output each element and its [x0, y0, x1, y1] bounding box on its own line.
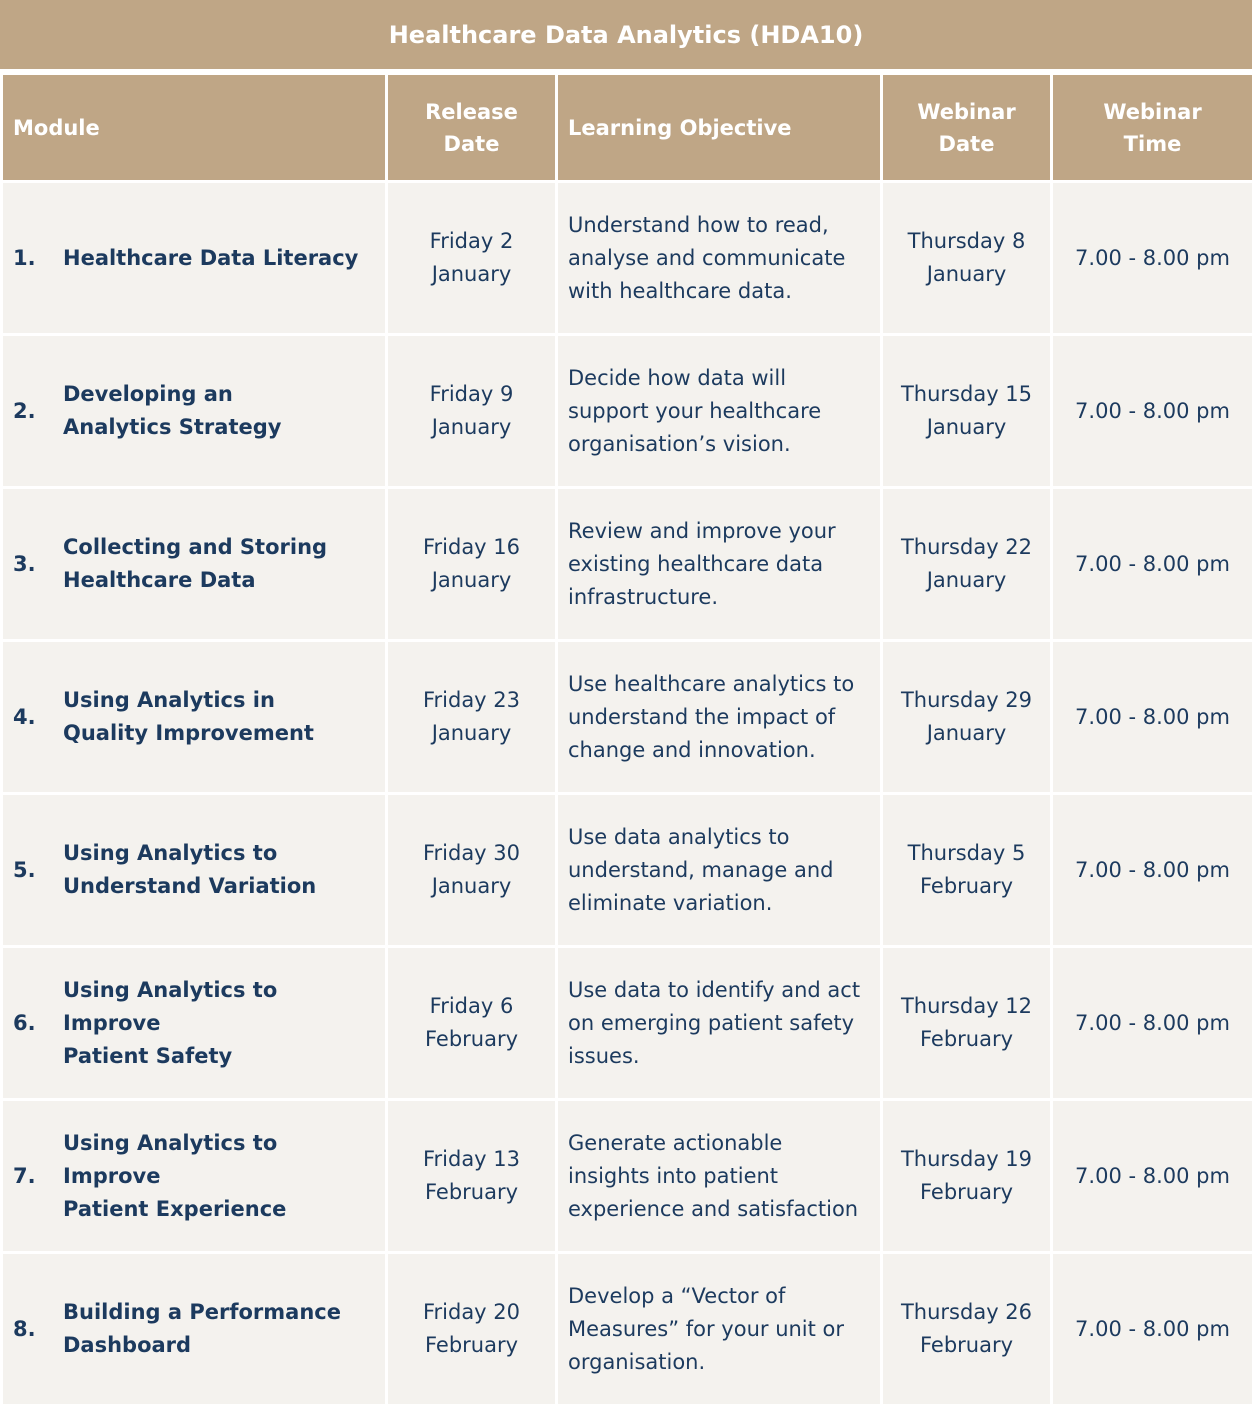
release-date-cell: [387, 335, 557, 488]
objective-line: support your healthcare: [568, 398, 822, 423]
webinar-date-cell: [882, 1253, 1052, 1406]
learning-objective-cell: [557, 182, 882, 335]
header-release-date: [387, 74, 557, 182]
release-date-line: Friday 13: [422, 1147, 521, 1171]
header-release-line1: Release: [425, 99, 518, 124]
module-title: [63, 684, 377, 750]
module-number: 6.: [13, 1010, 36, 1035]
table-row: [2, 335, 1252, 488]
module-title: [63, 242, 377, 275]
module-title-line: Healthcare Data Literacy: [63, 245, 359, 270]
module-wrap: [13, 837, 377, 903]
table-row: [2, 794, 1252, 947]
module-wrap: [13, 531, 377, 597]
module-title-line: Developing an: [63, 382, 233, 406]
module-number: 5.: [13, 857, 36, 882]
objective-line: Decide how data will: [568, 365, 787, 390]
release-date-line: January: [431, 721, 512, 745]
webinar-date-line: Thursday 15: [900, 382, 1033, 406]
webinar-date-line: January: [926, 721, 1007, 745]
objective-line: Measures” for your unit or: [568, 1316, 845, 1341]
release-date-line: Friday 16: [422, 535, 521, 559]
webinar-time-cell: 7.00 - 8.00 pm: [1052, 1100, 1252, 1253]
module-title-line: Understand Variation: [63, 874, 317, 898]
objective-line: existing healthcare data: [568, 551, 824, 576]
objective-line: with healthcare data.: [568, 278, 792, 303]
header-webinar-time-line1: Webinar: [1103, 99, 1202, 124]
release-date-cell: [387, 794, 557, 947]
header-webinar-date-line1: Webinar: [917, 99, 1016, 124]
webinar-time-cell: 7.00 - 8.00 pm: [1052, 335, 1252, 488]
schedule-body: [2, 182, 1252, 1406]
webinar-date-cell: [882, 1100, 1052, 1253]
objective-line: Use healthcare analytics to: [568, 671, 855, 696]
module-cell: [2, 641, 387, 794]
release-date-line: Friday 30: [422, 841, 521, 865]
module-title-line: Using Analytics in: [63, 688, 275, 712]
objective-line: change and innovation.: [568, 737, 816, 762]
webinar-time-cell: 7.00 - 8.00 pm: [1052, 947, 1252, 1100]
objective-line: issues.: [568, 1043, 640, 1068]
objective-line: Generate actionable: [568, 1130, 783, 1155]
release-date-cell: [387, 182, 557, 335]
webinar-date-line: January: [926, 415, 1007, 439]
release-date-line: January: [431, 874, 512, 898]
webinar-date-line: January: [926, 568, 1007, 592]
module-number: 2.: [13, 398, 36, 423]
release-date-cell: [387, 1253, 557, 1406]
learning-objective-cell: [557, 1253, 882, 1406]
learning-objective-cell: [557, 794, 882, 947]
header-module-label: Module: [13, 115, 100, 140]
release-date-cell: [387, 947, 557, 1100]
module-title-line: Using Analytics to Improve: [63, 977, 278, 1035]
objective-line: organisation.: [568, 1349, 706, 1374]
header-objective-label: Learning Objective: [568, 115, 792, 140]
header-learning-objective: [557, 74, 882, 182]
table-row: [2, 182, 1252, 335]
objective-line: on emerging patient safety: [568, 1010, 855, 1035]
objective-line: understand the impact of: [568, 704, 836, 729]
webinar-date-line: Thursday 5: [907, 841, 1026, 865]
webinar-time-cell: 7.00 - 8.00 pm: [1052, 182, 1252, 335]
release-date-cell: [387, 641, 557, 794]
table-row: [2, 947, 1252, 1100]
objective-line: Use data analytics to: [568, 824, 790, 849]
webinar-time-cell: 7.00 - 8.00 pm: [1052, 488, 1252, 641]
header-webinar-date: [882, 74, 1052, 182]
module-wrap: [13, 684, 377, 750]
objective-line: Review and improve your: [568, 518, 836, 543]
header-webinar-time: [1052, 74, 1252, 182]
webinar-date-line: Thursday 12: [900, 994, 1033, 1018]
module-title: [63, 1127, 377, 1226]
module-title-line: Analytics Strategy: [63, 415, 282, 439]
objective-line: Use data to identify and act: [568, 977, 861, 1002]
webinar-date-cell: [882, 641, 1052, 794]
module-title-line: Dashboard: [63, 1333, 192, 1357]
table-row: [2, 1100, 1252, 1253]
objective-line: experience and satisfaction: [568, 1196, 859, 1221]
module-number: 1.: [13, 245, 36, 270]
release-date-line: Friday 20: [422, 1300, 521, 1324]
release-date-line: January: [431, 568, 512, 592]
module-wrap: [13, 378, 377, 444]
release-date-line: Friday 23: [422, 688, 521, 712]
module-cell: [2, 947, 387, 1100]
objective-line: organisation’s vision.: [568, 431, 791, 456]
objective-line: analyse and communicate: [568, 245, 846, 270]
release-date-line: February: [424, 1333, 519, 1357]
webinar-date-line: Thursday 19: [900, 1147, 1033, 1171]
module-title: [63, 378, 377, 444]
header-webinar-date-line2: Date: [938, 131, 995, 156]
module-title: [63, 837, 377, 903]
header-webinar-time-line2: Time: [1123, 131, 1182, 156]
webinar-date-line: February: [919, 1180, 1014, 1204]
webinar-date-cell: [882, 335, 1052, 488]
module-number: 3.: [13, 551, 36, 576]
module-number: 7.: [13, 1163, 36, 1188]
release-date-cell: [387, 488, 557, 641]
release-date-line: February: [424, 1027, 519, 1051]
module-title-line: Building a Performance: [63, 1300, 341, 1324]
webinar-date-cell: [882, 794, 1052, 947]
module-wrap: [13, 1296, 377, 1362]
module-number: 4.: [13, 704, 36, 729]
webinar-date-line: Thursday 22: [900, 535, 1033, 559]
webinar-date-line: Thursday 8: [907, 229, 1026, 253]
module-cell: [2, 1100, 387, 1253]
release-date-line: January: [431, 415, 512, 439]
objective-line: understand, manage and: [568, 857, 834, 882]
learning-objective-cell: [557, 488, 882, 641]
release-date-line: February: [424, 1180, 519, 1204]
module-wrap: [13, 974, 377, 1073]
module-wrap: [13, 242, 377, 275]
webinar-date-cell: [882, 947, 1052, 1100]
webinar-date-line: January: [926, 262, 1007, 286]
table-row: [2, 488, 1252, 641]
objective-line: eliminate variation.: [568, 890, 773, 915]
objective-line: insights into patient: [568, 1163, 779, 1188]
webinar-time-cell: 7.00 - 8.00 pm: [1052, 794, 1252, 947]
learning-objective-cell: [557, 1100, 882, 1253]
webinar-date-cell: [882, 182, 1052, 335]
schedule-table: [0, 72, 1252, 1407]
module-title-line: Collecting and Storing: [63, 535, 328, 559]
module-wrap: [13, 1127, 377, 1226]
table-title: Healthcare Data Analytics (HDA10): [0, 0, 1252, 72]
module-cell: [2, 335, 387, 488]
webinar-date-line: February: [919, 874, 1014, 898]
header-release-line2: Date: [443, 131, 500, 156]
module-title: [63, 1296, 377, 1362]
module-title: [63, 974, 377, 1073]
release-date-line: Friday 2: [429, 229, 514, 253]
module-cell: [2, 1253, 387, 1406]
learning-objective-cell: [557, 335, 882, 488]
header-module: [2, 74, 387, 182]
module-title-line: Using Analytics to: [63, 841, 278, 865]
module-cell: [2, 182, 387, 335]
module-title-line: Quality Improvement: [63, 721, 314, 745]
webinar-date-line: Thursday 26: [900, 1300, 1033, 1324]
module-title-line: Using Analytics to Improve: [63, 1130, 278, 1188]
release-date-line: January: [431, 262, 512, 286]
release-date-line: Friday 6: [429, 994, 514, 1018]
module-title: [63, 531, 377, 597]
learning-objective-cell: [557, 641, 882, 794]
release-date-line: Friday 9: [429, 382, 514, 406]
module-title-line: Patient Safety: [63, 1043, 233, 1068]
webinar-date-line: February: [919, 1333, 1014, 1357]
module-number: 8.: [13, 1316, 36, 1341]
release-date-cell: [387, 1100, 557, 1253]
webinar-time-cell: 7.00 - 8.00 pm: [1052, 641, 1252, 794]
objective-line: infrastructure.: [568, 584, 719, 609]
module-title-line: Patient Experience: [63, 1196, 287, 1221]
module-title-line: Healthcare Data: [63, 568, 256, 592]
objective-line: Develop a “Vector of: [568, 1283, 786, 1308]
webinar-time-cell: 7.00 - 8.00 pm: [1052, 1253, 1252, 1406]
webinar-date-line: Thursday 29: [900, 688, 1033, 712]
header-row: [2, 74, 1252, 182]
objective-line: Understand how to read,: [568, 212, 829, 237]
module-cell: [2, 794, 387, 947]
table-row: [2, 1253, 1252, 1406]
webinar-date-cell: [882, 488, 1052, 641]
learning-objective-cell: [557, 947, 882, 1100]
table-row: [2, 641, 1252, 794]
module-cell: [2, 488, 387, 641]
webinar-date-line: February: [919, 1027, 1014, 1051]
